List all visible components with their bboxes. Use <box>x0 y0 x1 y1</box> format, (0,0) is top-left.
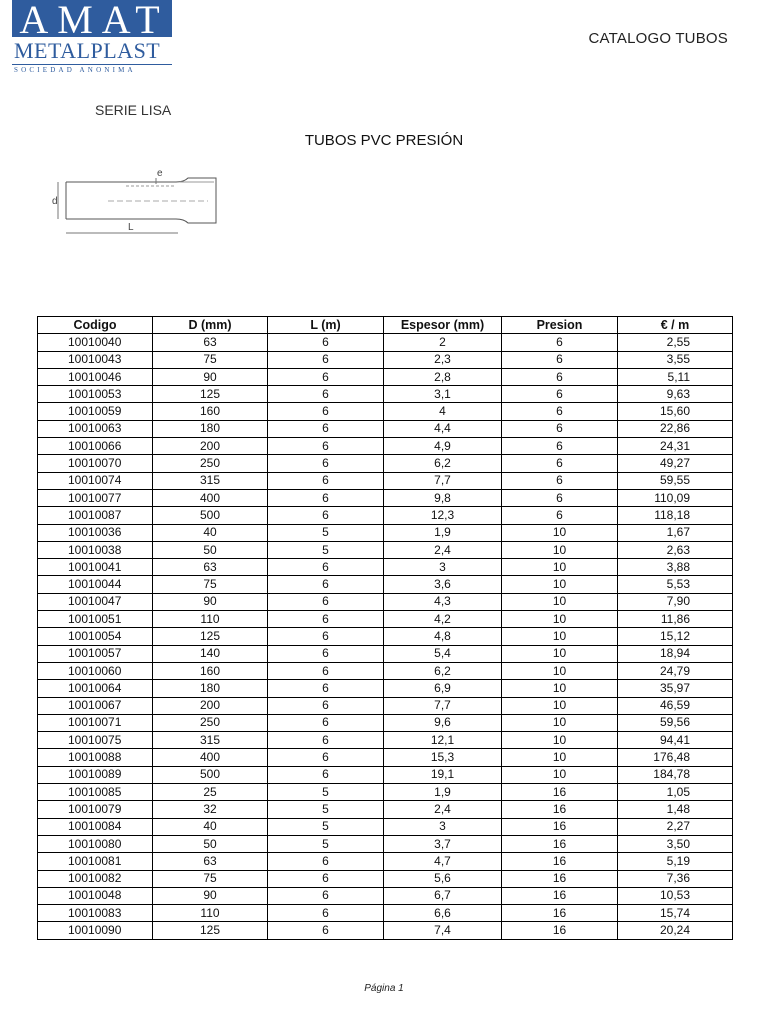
cell-length: 6 <box>268 628 384 645</box>
cell-pressure: 6 <box>502 386 618 403</box>
cell-length: 6 <box>268 489 384 506</box>
cell-pressure: 10 <box>502 662 618 679</box>
cell-length: 6 <box>268 645 384 662</box>
cell-price: 94,41 <box>618 732 733 749</box>
cell-pressure: 10 <box>502 611 618 628</box>
cell-pressure: 10 <box>502 749 618 766</box>
cell-pressure: 6 <box>502 472 618 489</box>
cell-price: 15,74 <box>618 905 733 922</box>
cell-codigo: 10010054 <box>38 628 153 645</box>
header-pressure: Presion <box>502 317 618 334</box>
cell-price: 24,79 <box>618 662 733 679</box>
cell-length: 6 <box>268 593 384 610</box>
cell-price: 59,56 <box>618 714 733 731</box>
cell-codigo: 10010085 <box>38 784 153 801</box>
cell-thickness: 9,6 <box>384 714 502 731</box>
cell-length: 6 <box>268 905 384 922</box>
cell-thickness: 6,6 <box>384 905 502 922</box>
cell-price: 9,63 <box>618 386 733 403</box>
cell-codigo: 10010067 <box>38 697 153 714</box>
cell-length: 6 <box>268 611 384 628</box>
cell-codigo: 10010079 <box>38 801 153 818</box>
cell-thickness: 4 <box>384 403 502 420</box>
cell-codigo: 10010036 <box>38 524 153 541</box>
cell-price: 15,12 <box>618 628 733 645</box>
table-row <box>38 593 733 610</box>
cell-diameter: 40 <box>153 818 268 835</box>
cell-diameter: 250 <box>153 455 268 472</box>
table-row <box>38 784 733 801</box>
cell-codigo: 10010048 <box>38 887 153 904</box>
cell-pressure: 16 <box>502 887 618 904</box>
cell-diameter: 160 <box>153 662 268 679</box>
header-diameter: D (mm) <box>153 317 268 334</box>
cell-pressure: 16 <box>502 905 618 922</box>
table-row <box>38 818 733 835</box>
page-number: Página 1 <box>364 983 404 994</box>
cell-length: 6 <box>268 576 384 593</box>
cell-diameter: 500 <box>153 507 268 524</box>
cell-diameter: 75 <box>153 351 268 368</box>
table-row <box>38 541 733 558</box>
cell-codigo: 10010077 <box>38 489 153 506</box>
cell-price: 46,59 <box>618 697 733 714</box>
cell-diameter: 400 <box>153 489 268 506</box>
cell-codigo: 10010051 <box>38 611 153 628</box>
cell-thickness: 3 <box>384 818 502 835</box>
cell-length: 6 <box>268 887 384 904</box>
cell-pressure: 10 <box>502 524 618 541</box>
cell-pressure: 10 <box>502 559 618 576</box>
cell-pressure: 10 <box>502 593 618 610</box>
cell-diameter: 75 <box>153 870 268 887</box>
cell-length: 6 <box>268 662 384 679</box>
cell-thickness: 6,2 <box>384 455 502 472</box>
cell-pressure: 16 <box>502 922 618 939</box>
cell-length: 6 <box>268 766 384 783</box>
company-logo <box>12 0 172 74</box>
cell-codigo: 10010057 <box>38 645 153 662</box>
cell-diameter: 75 <box>153 576 268 593</box>
cell-price: 5,11 <box>618 368 733 385</box>
logo-divider <box>12 64 172 65</box>
cell-pressure: 10 <box>502 697 618 714</box>
cell-codigo: 10010074 <box>38 472 153 489</box>
cell-thickness: 3,6 <box>384 576 502 593</box>
cell-price: 3,88 <box>618 559 733 576</box>
cell-price: 15,60 <box>618 403 733 420</box>
cell-codigo: 10010059 <box>38 403 153 420</box>
table-row <box>38 386 733 403</box>
cell-diameter: 90 <box>153 368 268 385</box>
cell-thickness: 4,9 <box>384 438 502 455</box>
table-row <box>38 334 733 351</box>
cell-thickness: 5,4 <box>384 645 502 662</box>
cell-diameter: 125 <box>153 386 268 403</box>
cell-codigo: 10010075 <box>38 732 153 749</box>
cell-thickness: 2,4 <box>384 801 502 818</box>
cell-price: 7,90 <box>618 593 733 610</box>
cell-price: 2,27 <box>618 818 733 835</box>
cell-length: 6 <box>268 507 384 524</box>
cell-pressure: 16 <box>502 835 618 852</box>
cell-thickness: 7,7 <box>384 472 502 489</box>
tubes-table <box>37 316 733 940</box>
cell-codigo: 10010064 <box>38 680 153 697</box>
cell-thickness: 12,1 <box>384 732 502 749</box>
cell-codigo: 10010046 <box>38 368 153 385</box>
cell-price: 1,67 <box>618 524 733 541</box>
cell-pressure: 10 <box>502 576 618 593</box>
cell-diameter: 90 <box>153 593 268 610</box>
cell-thickness: 4,2 <box>384 611 502 628</box>
cell-price: 1,48 <box>618 801 733 818</box>
cell-price: 11,86 <box>618 611 733 628</box>
table-row <box>38 905 733 922</box>
table-row <box>38 645 733 662</box>
label-d: d <box>52 196 58 207</box>
table-row <box>38 853 733 870</box>
cell-length: 6 <box>268 559 384 576</box>
cell-length: 6 <box>268 334 384 351</box>
table-row <box>38 662 733 679</box>
cell-diameter: 180 <box>153 420 268 437</box>
cell-pressure: 10 <box>502 680 618 697</box>
cell-diameter: 200 <box>153 697 268 714</box>
cell-diameter: 25 <box>153 784 268 801</box>
table-row <box>38 732 733 749</box>
cell-diameter: 315 <box>153 472 268 489</box>
cell-price: 1,05 <box>618 784 733 801</box>
table-row <box>38 368 733 385</box>
cell-length: 5 <box>268 541 384 558</box>
cell-pressure: 6 <box>502 334 618 351</box>
cell-price: 20,24 <box>618 922 733 939</box>
cell-thickness: 4,7 <box>384 853 502 870</box>
cell-codigo: 10010038 <box>38 541 153 558</box>
cell-length: 6 <box>268 472 384 489</box>
cell-codigo: 10010053 <box>38 386 153 403</box>
cell-length: 6 <box>268 403 384 420</box>
cell-length: 6 <box>268 749 384 766</box>
page-title: TUBOS PVC PRESIÓN <box>304 132 464 149</box>
header-codigo: Codigo <box>38 317 153 334</box>
table-row <box>38 835 733 852</box>
cell-length: 5 <box>268 818 384 835</box>
table-row <box>38 438 733 455</box>
cell-thickness: 3,1 <box>384 386 502 403</box>
cell-codigo: 10010090 <box>38 922 153 939</box>
table-row <box>38 403 733 420</box>
cell-codigo: 10010082 <box>38 870 153 887</box>
cell-pressure: 16 <box>502 853 618 870</box>
cell-length: 6 <box>268 870 384 887</box>
cell-length: 6 <box>268 420 384 437</box>
cell-codigo: 10010066 <box>38 438 153 455</box>
cell-codigo: 10010063 <box>38 420 153 437</box>
cell-diameter: 50 <box>153 541 268 558</box>
cell-length: 5 <box>268 835 384 852</box>
table-header-row <box>38 317 733 334</box>
cell-codigo: 10010080 <box>38 835 153 852</box>
cell-price: 110,09 <box>618 489 733 506</box>
cell-thickness: 1,9 <box>384 524 502 541</box>
cell-codigo: 10010088 <box>38 749 153 766</box>
cell-diameter: 125 <box>153 628 268 645</box>
header-length: L (m) <box>268 317 384 334</box>
cell-price: 49,27 <box>618 455 733 472</box>
label-l: L <box>128 222 134 233</box>
cell-price: 5,19 <box>618 853 733 870</box>
header-price: € / m <box>618 317 733 334</box>
cell-codigo: 10010044 <box>38 576 153 593</box>
cell-price: 10,53 <box>618 887 733 904</box>
cell-diameter: 250 <box>153 714 268 731</box>
cell-codigo: 10010043 <box>38 351 153 368</box>
cell-codigo: 10010041 <box>38 559 153 576</box>
cell-pressure: 10 <box>502 766 618 783</box>
cell-thickness: 1,9 <box>384 784 502 801</box>
table-row <box>38 628 733 645</box>
cell-pressure: 10 <box>502 541 618 558</box>
cell-codigo: 10010084 <box>38 818 153 835</box>
cell-length: 6 <box>268 680 384 697</box>
logo-metalplast: METALPLAST <box>14 38 161 63</box>
cell-thickness: 6,2 <box>384 662 502 679</box>
cell-length: 6 <box>268 732 384 749</box>
logo-subtitle: SOCIEDAD ANONIMA <box>14 66 136 74</box>
table-row <box>38 870 733 887</box>
cell-codigo: 10010060 <box>38 662 153 679</box>
cell-pressure: 6 <box>502 438 618 455</box>
table-row <box>38 922 733 939</box>
table-row <box>38 472 733 489</box>
cell-pressure: 10 <box>502 714 618 731</box>
cell-diameter: 110 <box>153 611 268 628</box>
cell-pressure: 16 <box>502 801 618 818</box>
cell-thickness: 4,3 <box>384 593 502 610</box>
cell-pressure: 16 <box>502 784 618 801</box>
table-row <box>38 489 733 506</box>
cell-pressure: 10 <box>502 732 618 749</box>
catalog-title: CATALOGO TUBOS <box>588 30 728 47</box>
cell-thickness: 12,3 <box>384 507 502 524</box>
cell-price: 176,48 <box>618 749 733 766</box>
cell-pressure: 6 <box>502 403 618 420</box>
cell-price: 7,36 <box>618 870 733 887</box>
cell-diameter: 200 <box>153 438 268 455</box>
cell-pressure: 10 <box>502 645 618 662</box>
cell-pressure: 6 <box>502 507 618 524</box>
table-row <box>38 611 733 628</box>
cell-length: 6 <box>268 386 384 403</box>
cell-pressure: 16 <box>502 818 618 835</box>
cell-diameter: 160 <box>153 403 268 420</box>
cell-codigo: 10010047 <box>38 593 153 610</box>
label-e: e <box>157 168 163 179</box>
cell-thickness: 19,1 <box>384 766 502 783</box>
cell-thickness: 2,8 <box>384 368 502 385</box>
cell-price: 3,50 <box>618 835 733 852</box>
cell-codigo: 10010089 <box>38 766 153 783</box>
cell-length: 6 <box>268 714 384 731</box>
cell-thickness: 3 <box>384 559 502 576</box>
serie-label: SERIE LISA <box>95 102 172 118</box>
cell-length: 6 <box>268 368 384 385</box>
table-row <box>38 887 733 904</box>
table-row <box>38 576 733 593</box>
cell-thickness: 4,4 <box>384 420 502 437</box>
cell-length: 5 <box>268 784 384 801</box>
cell-thickness: 4,8 <box>384 628 502 645</box>
cell-thickness: 15,3 <box>384 749 502 766</box>
cell-codigo: 10010087 <box>38 507 153 524</box>
cell-diameter: 500 <box>153 766 268 783</box>
cell-pressure: 6 <box>502 489 618 506</box>
cell-length: 6 <box>268 853 384 870</box>
cell-pressure: 10 <box>502 628 618 645</box>
cell-length: 6 <box>268 438 384 455</box>
table-row <box>38 749 733 766</box>
cell-diameter: 110 <box>153 905 268 922</box>
cell-length: 5 <box>268 801 384 818</box>
table-row <box>38 697 733 714</box>
table-body <box>38 334 733 939</box>
table-row <box>38 524 733 541</box>
cell-diameter: 63 <box>153 334 268 351</box>
cell-pressure: 6 <box>502 455 618 472</box>
cell-thickness: 9,8 <box>384 489 502 506</box>
cell-length: 6 <box>268 455 384 472</box>
cell-thickness: 6,7 <box>384 887 502 904</box>
cell-diameter: 125 <box>153 922 268 939</box>
cell-price: 24,31 <box>618 438 733 455</box>
cell-pressure: 6 <box>502 351 618 368</box>
cell-price: 5,53 <box>618 576 733 593</box>
cell-diameter: 63 <box>153 559 268 576</box>
cell-codigo: 10010070 <box>38 455 153 472</box>
cell-length: 6 <box>268 697 384 714</box>
cell-diameter: 50 <box>153 835 268 852</box>
cell-length: 6 <box>268 922 384 939</box>
logo-amat: AMAT <box>12 0 172 37</box>
cell-price: 2,55 <box>618 334 733 351</box>
cell-pressure: 16 <box>502 870 618 887</box>
cell-pressure: 6 <box>502 420 618 437</box>
cell-pressure: 6 <box>502 368 618 385</box>
cell-diameter: 32 <box>153 801 268 818</box>
table-row <box>38 766 733 783</box>
cell-thickness: 5,6 <box>384 870 502 887</box>
cell-length: 5 <box>268 524 384 541</box>
cell-diameter: 63 <box>153 853 268 870</box>
cell-price: 35,97 <box>618 680 733 697</box>
cell-codigo: 10010081 <box>38 853 153 870</box>
table-row <box>38 559 733 576</box>
cell-thickness: 2,3 <box>384 351 502 368</box>
cell-diameter: 315 <box>153 732 268 749</box>
table-row <box>38 420 733 437</box>
cell-price: 22,86 <box>618 420 733 437</box>
cell-length: 6 <box>268 351 384 368</box>
cell-price: 3,55 <box>618 351 733 368</box>
cell-price: 118,18 <box>618 507 733 524</box>
cell-price: 2,63 <box>618 541 733 558</box>
cell-codigo: 10010083 <box>38 905 153 922</box>
table-row <box>38 455 733 472</box>
cell-price: 18,94 <box>618 645 733 662</box>
cell-diameter: 180 <box>153 680 268 697</box>
cell-thickness: 7,4 <box>384 922 502 939</box>
cell-thickness: 6,9 <box>384 680 502 697</box>
table-row <box>38 351 733 368</box>
table-row <box>38 507 733 524</box>
cell-diameter: 400 <box>153 749 268 766</box>
cell-diameter: 140 <box>153 645 268 662</box>
cell-diameter: 90 <box>153 887 268 904</box>
header-thickness: Espesor (mm) <box>384 317 502 334</box>
cell-price: 184,78 <box>618 766 733 783</box>
table-row <box>38 680 733 697</box>
pipe-diagram <box>48 166 228 241</box>
cell-thickness: 2,4 <box>384 541 502 558</box>
cell-codigo: 10010071 <box>38 714 153 731</box>
cell-price: 59,55 <box>618 472 733 489</box>
table-row <box>38 801 733 818</box>
cell-thickness: 3,7 <box>384 835 502 852</box>
cell-thickness: 2 <box>384 334 502 351</box>
cell-thickness: 7,7 <box>384 697 502 714</box>
table-row <box>38 714 733 731</box>
cell-codigo: 10010040 <box>38 334 153 351</box>
cell-diameter: 40 <box>153 524 268 541</box>
